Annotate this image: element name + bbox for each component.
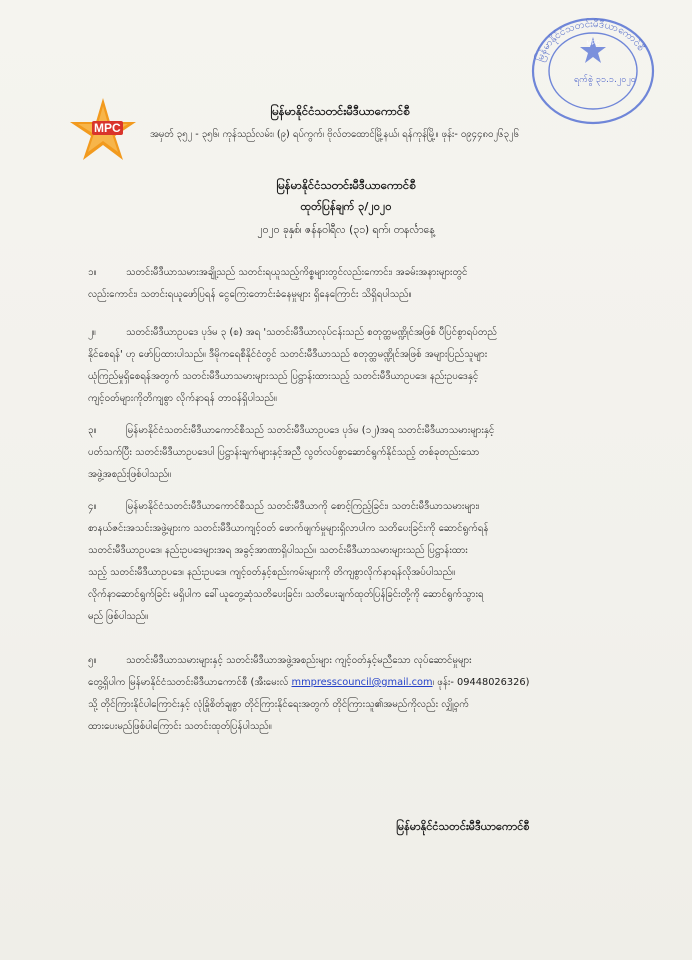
logo-text: MPC (94, 121, 121, 135)
paragraph-line: မြန်မာနိုင်ငံသတင်းမီဒီယာကောင်စီသည် သတင်းမီဒီယာကို စောင့်ကြည့်ခြင်း၊ သတင်းမီဒီယာသမားများ၊ (126, 501, 480, 512)
paragraph-line: အဖွဲ့အစည်းဖြစ်ပါသည်။ (88, 469, 171, 480)
paragraph-line: တွေ့ရှိပါက မြန်မာနိုင်ငံသတင်းမီဒီယာကောင်စီ (အီးမေးလ် (88, 677, 289, 688)
paragraph-line: လိုက်နာဆောင်ရွက်ခြင်း မရှိပါက ခေါ်ယူတွေ့ဆုံသတိပေးခြင်း၊ သတိပေးချက်ထုတ်ပြန်ခြင်းတို့ကို ဆောင်ရွက်သွားရ (88, 589, 484, 600)
title-org: မြန်မာနိုင်ငံသတင်းမီဒီယာကောင်စီ (276, 178, 416, 192)
stamp-date: ရက်စွဲ ၃၁.၁.၂၀၂၀ (574, 75, 636, 85)
paragraph-4 (88, 496, 628, 628)
paragraph-number: ၅။ (88, 655, 97, 666)
paragraph-number: ၄။ (88, 501, 97, 512)
paragraph-5 (88, 650, 628, 738)
paragraph-number: ၂။ (88, 327, 96, 338)
stamp-center-text: MPC (586, 41, 600, 47)
signature-org: မြန်မာနိုင်ငံသတင်းမီဒီယာကောင်စီ (396, 820, 530, 833)
paragraph-line: ပတ်သက်ပြီး သတင်းမီဒီယာဥပဒေပါ ပြဋ္ဌာန်းချက်များနှင့်အညီ လွတ်လပ်စွာဆောင်ရွက်နိုင်သည့် တစ်ခုတည်းသော (88, 447, 480, 458)
paragraph-1 (88, 262, 628, 306)
paragraph-number: ၃။ (88, 425, 97, 436)
stamp-ring-text: မြန်မာနိုင်ငံသတင်းမီဒီယာကောင်စီ (534, 18, 647, 64)
phone-text: ၊ ဖုန်း- 09448026326) (432, 677, 530, 688)
paragraph-line: သတင်းမီဒီယာသမားများနှင့် သတင်းမီဒီယာအဖွဲ့အစည်းများ ကျင့်ဝတ်နှင့်မညီသော လုပ်ဆောင်မှုများ (126, 655, 472, 666)
paragraph-line: သတင်းမီဒီယာဥပဒေ၊ နည်းဥပဒေများအရ အခွင့်အာဏာရှိပါသည်။ သတင်းမီဒီယာသမားများသည် ပြဋ္ဌာန်းထား (88, 545, 468, 556)
paragraph-line: ကျင့်ဝတ်များကိုတိကျစွာ လိုက်နာရန် တာဝန်ရှိပါသည်။ (88, 393, 277, 404)
paragraph-line: မည် ဖြစ်ပါသည်။ (88, 611, 149, 622)
paragraph-2 (88, 322, 628, 410)
paragraph-line: သတင်းမီဒီယာသမားအချို့သည် သတင်းရယူသည့်ကိစ္စများတွင်လည်းကောင်း၊ အခမ်းအနားများတွင် (126, 267, 468, 278)
paragraph-line: သတင်းမီဒီယာဥပဒေ ပုဒ်မ ၃ (စ) အရ 'သတင်းမီဒီယာလုပ်ငန်းသည် စတုတ္ထမဏ္ဍိုင်အဖြစ် ပီပြင်စွာရပ်တည် (126, 327, 497, 338)
email-link[interactable]: mmpresscouncil@gmail.com (291, 677, 433, 688)
paragraph-3 (88, 420, 628, 486)
paragraph-line: မြန်မာနိုင်ငံသတင်းမီဒီယာကောင်စီသည် သတင်းမီဒီယာဥပဒေ ပုဒ်မ (၁၂)အရ သတင်းမီဒီယာသမားများနှင့် (126, 425, 495, 436)
paragraph-line: သည့် သတင်းမီဒီယာဥပဒေ၊ နည်းဥပဒေ၊ ကျင့်ဝတ်နှင့်စည်းကမ်းများကို တိကျစွာလိုက်နာရန်လိုအပ်ပါသည်။ (88, 567, 456, 578)
official-stamp-icon (527, 15, 657, 127)
paragraph-line: လည်းကောင်း၊ သတင်းရယူဖော်ပြရန် ငွေကြေးတောင်းခံနေမှုများ ရှိနေကြောင်း သိရှိရပါသည်။ (88, 289, 412, 300)
header-address: အမှတ် ၃၅၂ - ၃၅၆၊ ကုန်သည်လမ်း၊ (၉) ရပ်ကွက်၊ ဗိုလ်တထောင်မြို့နယ်၊ ရန်ကုန်မြို့။ ဖုန်း- ၀၉၄၄၈၀၂၆၃၂၆ (150, 129, 519, 140)
paragraph-line: ထားပေးမည်ဖြစ်ပါကြောင်း သတင်းထုတ်ပြန်ပါသည်။ (88, 721, 272, 732)
statement-date: ၂၀၂၀ ခုနှစ်၊ ဇန်နဝါရီလ (၃၁) ရက်၊ တနင်္လာနေ့ (257, 224, 435, 236)
statement-number: ထုတ်ပြန်ချက် ၃/၂၀၂၀ (300, 200, 392, 213)
paragraph-line: စာနယ်ဇင်းအသင်းအဖွဲ့များက သတင်းမီဒီယာကျင့်ဝတ် ဖောက်ဖျက်မှုများရှိလာပါက သတိပေးခြင်းကို ဆောင်ရွက်ရန် (88, 523, 489, 534)
paragraph-line: ယုံကြည်မှုရှိစေရန်အတွက် သတင်းမီဒီယာသမားများသည် ပြဋ္ဌာန်းထားသည့် သတင်းမီဒီယာဥပဒေ၊ နည်းဥပဒေနှင့် (88, 371, 479, 382)
paragraph-number: ၁။ (88, 267, 97, 278)
paragraph-line: သို့ တိုင်ကြားနိုင်ပါကြောင်းနှင့် လုံခြုံစိတ်ချစွာ တိုင်ကြားနိုင်ရေးအတွက် တိုင်ကြားသူ၏အမည်ကိုလည်း လျှို့ဝှက် (88, 699, 469, 710)
paragraph-line: နိုင်စေရန်' ဟု ဖော်ပြထားပါသည်။ ဒီမိုကရေစီနိုင်ငံတွင် သတင်းမီဒီယာသည် စတုတ္ထမဏ္ဍိုင်အဖြစ် အများပြည်သူများ (88, 349, 488, 360)
header-org-name: မြန်မာနိုင်ငံသတင်းမီဒီယာကောင်စီ (270, 104, 410, 118)
